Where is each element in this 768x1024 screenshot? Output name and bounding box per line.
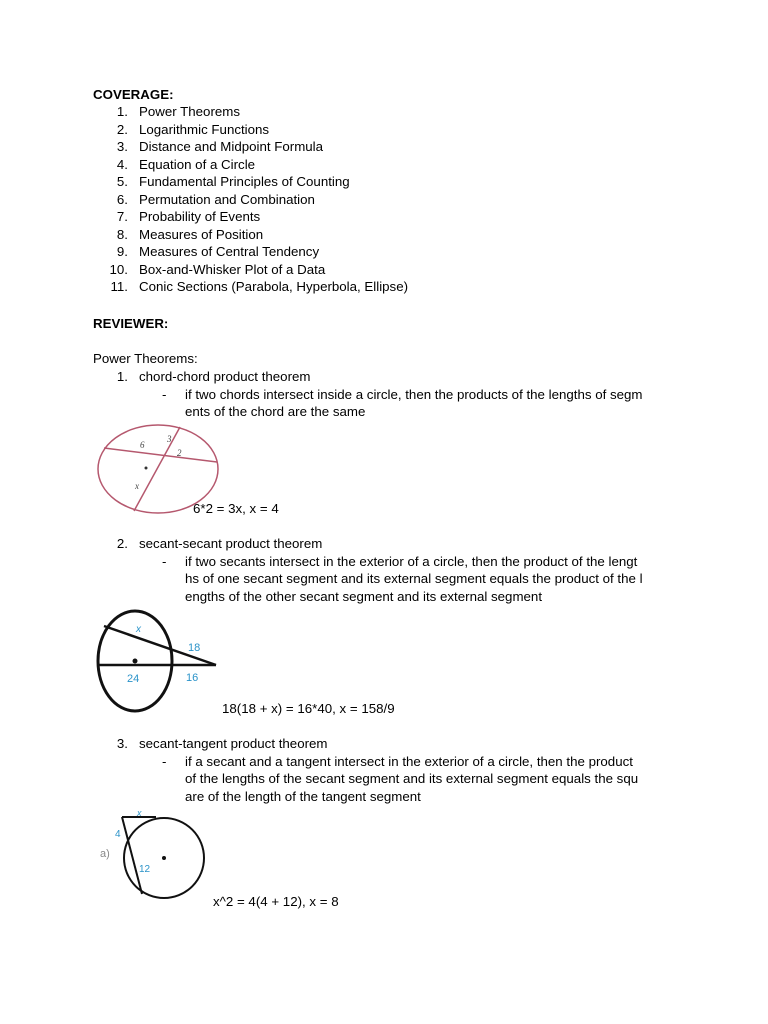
segment-label: 16 (186, 672, 199, 684)
secant-secant-figure (94, 606, 222, 718)
center-point (133, 659, 138, 664)
list-item-number: 9. (116, 244, 128, 259)
list-item-number: 3. (116, 139, 128, 154)
theorem-number: 3. (116, 736, 128, 751)
bullet-dash: - (162, 387, 167, 402)
theorem-description-line: if two secants intersect in the exterior of a circle, then the product of the lengt (185, 554, 638, 569)
theorem-description-line: ents of the chord are the same (185, 404, 366, 419)
equation: 6*2 = 3x, x = 4 (193, 501, 279, 516)
list-item: Power Theorems (139, 104, 240, 119)
theorem-description-line: if a secant and a tangent intersect in the exterior of a circle, then the product (185, 754, 633, 769)
list-item-number: 1. (116, 104, 128, 119)
theorem-description-line: are of the length of the tangent segment (185, 789, 421, 804)
list-item-number: 10. (109, 262, 128, 277)
segment-label: 4 (115, 829, 121, 840)
list-item: Fundamental Principles of Counting (139, 174, 350, 189)
equation: 18(18 + x) = 16*40, x = 158/9 (222, 701, 395, 716)
theorem-number: 1. (116, 369, 128, 384)
list-item: Logarithmic Functions (139, 122, 270, 137)
list-item: Conic Sections (Parabola, Hyperbola, Ellipse) (139, 279, 409, 294)
equation: x^2 = 4(4 + 12), x = 8 (213, 894, 339, 909)
list-item-number: 4. (116, 157, 128, 172)
list-item: Distance and Midpoint Formula (139, 139, 324, 154)
bullet-dash: - (162, 754, 167, 769)
list-item: Box-and-Whisker Plot of a Data (139, 262, 326, 277)
list-item-number: 5. (116, 174, 128, 189)
theorem-title: secant-secant product theorem (139, 536, 323, 551)
list-item-number: 11. (110, 279, 128, 294)
list-item: Measures of Position (139, 227, 264, 242)
segment-label: 6 (140, 440, 145, 450)
segment-label: x (136, 624, 141, 635)
chord-line (104, 448, 217, 462)
list-item-number: 2. (116, 122, 128, 137)
list-item-number: 8. (116, 227, 128, 242)
section-subheading: Power Theorems: (93, 351, 198, 366)
figure-label: a) (100, 848, 110, 860)
theorem-description-line: engths of the other secant segment and its external segment (185, 589, 543, 604)
segment-label: 3 (167, 434, 172, 444)
theorem-description-line: hs of one secant segment and its external segment equals the product of the l (185, 571, 643, 586)
segment-label: 12 (139, 864, 151, 875)
bullet-dash: - (162, 554, 167, 569)
theorem-number: 2. (116, 536, 128, 551)
secant-tangent-figure (94, 806, 212, 902)
list-item: Probability of Events (139, 209, 261, 224)
coverage-heading: COVERAGE: (93, 87, 174, 102)
list-item: Permutation and Combination (139, 192, 315, 207)
center-point (145, 467, 148, 470)
theorem-description-line: if two chords intersect inside a circle, then the products of the lengths of segm (185, 387, 643, 402)
theorem-description-line: of the lengths of the secant segment and its external segment equals the squ (185, 771, 639, 786)
theorem-title: secant-tangent product theorem (139, 736, 328, 751)
reviewer-heading: REVIEWER: (93, 316, 169, 331)
list-item: Measures of Central Tendency (139, 244, 320, 259)
list-item: Equation of a Circle (139, 157, 256, 172)
segment-label: 24 (127, 673, 140, 685)
list-item-number: 7. (116, 209, 128, 224)
segment-label: 2 (177, 448, 182, 458)
list-item-number: 6. (116, 192, 128, 207)
segment-label: x (135, 481, 139, 491)
theorem-title: chord-chord product theorem (139, 369, 311, 384)
segment-label: 18 (188, 642, 201, 654)
segment-label: x (137, 808, 142, 818)
center-point (162, 856, 166, 860)
